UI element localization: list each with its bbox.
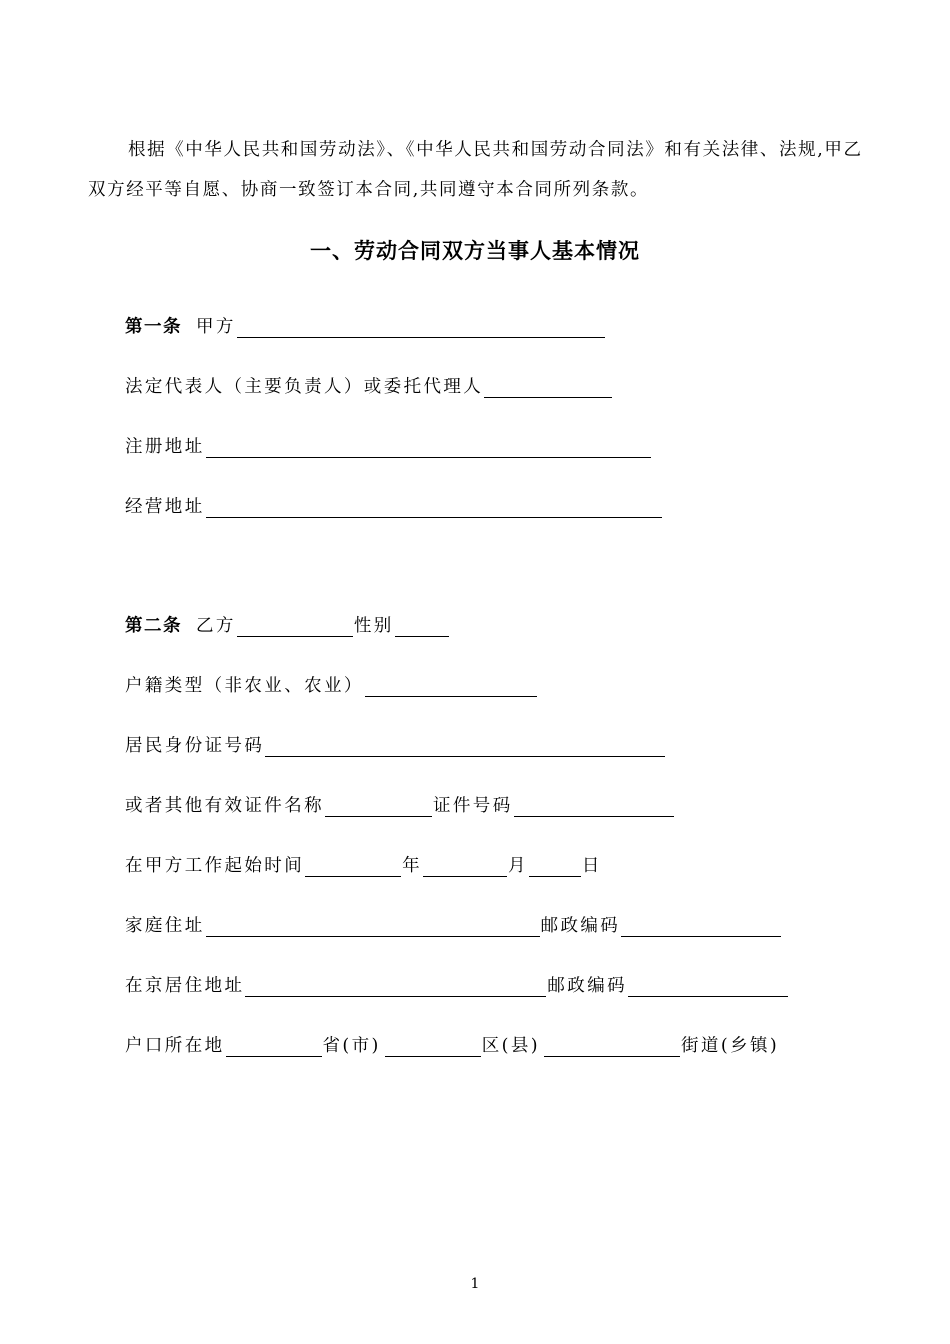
- other-id-row: [125, 787, 675, 817]
- district-label: 区(县): [481, 1036, 541, 1056]
- article2-party-b-row: [125, 607, 450, 637]
- home-address-field[interactable]: [206, 916, 540, 937]
- party-b-field[interactable]: [237, 616, 353, 637]
- beijing-address-field[interactable]: [245, 976, 546, 997]
- hukou-type-row: [125, 667, 538, 697]
- id-number-label: 居民身份证号码: [125, 736, 265, 756]
- party-b-label: 乙方: [196, 616, 236, 636]
- home-address-label: 家庭住址: [125, 916, 205, 936]
- street-field[interactable]: [544, 1036, 680, 1057]
- legal-rep-field[interactable]: [484, 377, 612, 398]
- start-time-label: 在甲方工作起始时间: [125, 856, 305, 876]
- district-field[interactable]: [385, 1036, 481, 1057]
- postcode2-field[interactable]: [628, 976, 788, 997]
- home-address-row: [125, 907, 782, 937]
- start-day-field[interactable]: [529, 856, 581, 877]
- reg-address-field[interactable]: [206, 437, 651, 458]
- intro-paragraph: 根据《中华人民共和国劳动法》、《中华人民共和国劳动合同法》和有关法律、法规,甲乙双方经平等自愿、协商一致签订本合同,共同遵守本合同所列条款。: [88, 140, 863, 200]
- hukou-type-field[interactable]: [365, 676, 537, 697]
- party-a-field[interactable]: [237, 317, 605, 338]
- beijing-address-label: 在京居住地址: [125, 976, 245, 996]
- other-id-name-label: 或者其他有效证件名称: [125, 796, 324, 816]
- legal-rep-row: [125, 368, 613, 398]
- article1-title: 第一条: [125, 317, 182, 337]
- postcode1-field[interactable]: [621, 916, 781, 937]
- legal-rep-label: 法定代表人（主要负责人）或委托代理人: [125, 377, 484, 397]
- biz-address-field[interactable]: [206, 497, 662, 518]
- year-label: 年: [402, 856, 423, 876]
- province-label: 省(市): [322, 1036, 381, 1056]
- hukou-place-label: 户口所在地: [125, 1036, 225, 1056]
- article1-party-a-row: [125, 308, 606, 338]
- section-heading: 一、劳动合同双方当事人基本情况: [310, 239, 640, 263]
- reg-address-label: 注册地址: [125, 437, 205, 457]
- reg-address-row: [125, 428, 652, 458]
- gender-label: 性别: [353, 616, 394, 636]
- start-time-row: [125, 847, 602, 877]
- day-label: 日: [581, 856, 602, 876]
- start-month-field[interactable]: [423, 856, 507, 877]
- start-year-field[interactable]: [305, 856, 401, 877]
- party-a-label: 甲方: [196, 317, 236, 337]
- postcode1-label: 邮政编码: [540, 916, 621, 936]
- page-number: 1: [470, 1276, 480, 1292]
- article2-title: 第二条: [125, 616, 182, 636]
- beijing-address-row: [125, 967, 789, 997]
- hukou-type-label: 户籍类型（非农业、农业）: [125, 676, 364, 696]
- month-label: 月: [508, 856, 528, 876]
- id-number-row: [125, 727, 666, 757]
- province-field[interactable]: [226, 1036, 322, 1057]
- other-id-no-field[interactable]: [514, 796, 674, 817]
- biz-address-label: 经营地址: [125, 497, 205, 517]
- street-label: 街道(乡镇): [681, 1036, 780, 1056]
- id-number-field[interactable]: [265, 736, 665, 757]
- hukou-place-row: [125, 1027, 779, 1057]
- postcode2-label: 邮政编码: [547, 976, 628, 996]
- other-id-name-field[interactable]: [325, 796, 432, 817]
- biz-address-row: [125, 488, 663, 518]
- gender-field[interactable]: [395, 616, 449, 637]
- other-id-no-label: 证件号码: [433, 796, 513, 816]
